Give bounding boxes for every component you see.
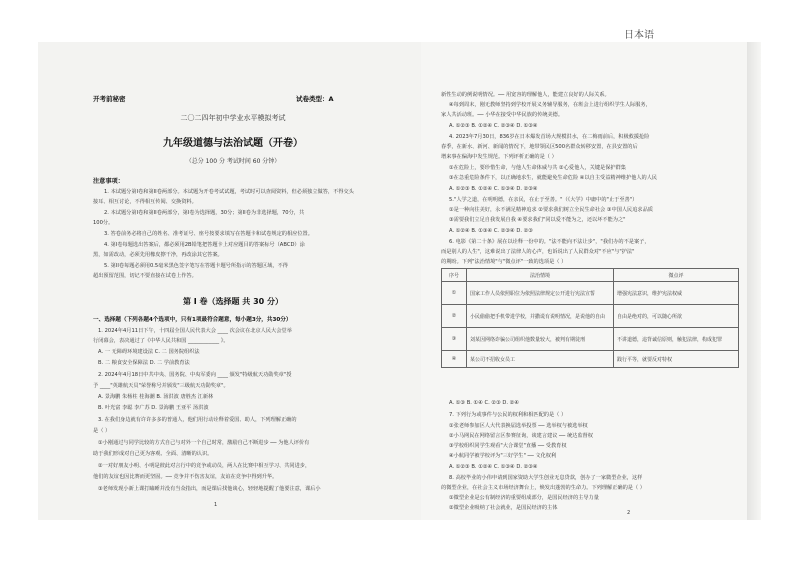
question-line: ③需要我们立足自我发展自我 ④要求我们"同以爱不能为之，还以坏不能为之": [449, 217, 626, 223]
question-line: ①小刚通过与同学比较的方式自己与对外一个自己时常，激励自己不断进步 ── 为他人评价有: [98, 440, 310, 446]
page-number: 1: [214, 502, 218, 508]
table-header: 序号: [442, 269, 467, 282]
paper-type-label: 试卷类型：A: [296, 95, 334, 103]
note-line: 超出预留范围，切记不要直接在试卷上作答。: [93, 273, 197, 279]
question-line: 1. 2024年4月11日下午，十四届全国人民代表大会 ____ 次会议在北京人民大会堂举: [98, 328, 292, 334]
question-option: A. ①②③ B. ①②④ C. ②③④ D. ①③④: [449, 123, 538, 129]
table-cell: 不讲道德，违背诚信原则，触犯法律，构成犯罪: [614, 328, 739, 351]
section-heading: 一、选择题（下列各题4个选项中，只有1项最符合题意，每小题3分，共30分）: [93, 317, 292, 323]
exam-page-1: [38, 42, 428, 520]
question-line: 6. 电影《第二十条》展在以诠释一份中的。"法不能向不法让步"，"我们办的不是案子，: [449, 239, 650, 245]
question-line: ①张老师参加区人大代表换届选举投票 ── 选举权与被选举权: [449, 423, 588, 429]
question-line: ②小马网民在网络留言区参赛征询，谈建言建议 ── 统达监督权: [449, 433, 593, 439]
table-row: [442, 282, 739, 305]
exam-page-2: [421, 42, 761, 520]
note-line: 5. 第II卷每题必须用0.5毫米黑色签字笔写在答题卡题号所指示的答题区域，不得: [104, 263, 288, 269]
table-cell: 国家工作人员依照职位为依照法律规定公开进行宪法宣誓: [467, 282, 614, 305]
question-option: A. ①②④ B. ①③④ C. ②③④ D. ②③: [449, 228, 533, 234]
question-line: ④每到周末，刚无教师坚持到学校开展义务辅导服务，在班会上进行组织学生人际服务，: [449, 102, 651, 108]
question-line: 7. 下列行为或事件与公民的权利和相匹配的是（ ）: [449, 412, 567, 418]
part-one-title: 第 I 卷（选择题 共 30 分）: [182, 297, 284, 306]
question-line: 8. 高校毕业的小伟申请到国家资助大学生创业无息贷款，创办了一家微型企业，这样: [449, 475, 643, 481]
question-line: 助于我们形成对自己更为客观、全面、清晰的认识。: [93, 451, 213, 457]
table-header: 微点评: [614, 269, 739, 282]
question-line: ③在急重危险条件下，以正确地求生，就能避免生命危险 ④以自主受益精神维护他人的人民: [449, 175, 658, 181]
question-line: ③学校组织同学生观看"大合课堂"直播 ── 受教育权: [449, 443, 567, 449]
question-option: A. ①③ B. ①④ C. ②③ D. ②④: [449, 400, 519, 406]
question-line: ③老师发现小新上课打瞌睡并没有当众指出，而是课后找他谈心，轻轻地提醒了他要注意，课后小: [98, 486, 321, 492]
question-line: 春季，在新水、新河、新闻的情况下，地带领民区500名群众转移安置，在县安置的后: [441, 144, 638, 150]
question-line: 3. 在我们身边就有许许多多的普通人，他们用行动诠释着爱国、助人，下列理解正确的: [98, 417, 297, 423]
law-scenario-table: [441, 268, 739, 368]
table-header: 法治情境: [467, 269, 614, 282]
table-row: [442, 351, 739, 368]
question-option: A. 一 无障碍环境建设法 C. 二 国务院组织法: [98, 349, 200, 355]
table-cell: ②: [442, 305, 467, 328]
table-row: [442, 328, 739, 351]
question-line: 他们的友谊也因比赛而更坚固。── 竞争并不伤害友谊，友谊在竞争中得到升华。: [93, 474, 278, 480]
question-line: ①是一种向往美好，永不满足精神追求 ②要求我们树立全民生命社会 ③中国人民追求品质: [449, 207, 653, 213]
note-line: 4. 第I卷每题选出答案后，都必须用2B铅笔把答题卡上对应题目的答案标号（ABCD）涂: [104, 242, 305, 248]
page-edge-shadow: [747, 42, 761, 520]
note-line: 100分。: [93, 220, 114, 226]
question-line: 予 ____"英雄航天员"荣誉称号并颁发"三级航天功勋奖章"。: [93, 383, 229, 389]
note-line: 1. 本试题分第I卷和第II卷两部分。本试题为开卷考试试题，考试时可以查阅资料，但必须独立做答，不得交头: [104, 189, 354, 195]
question-line: 4. 2023年7月30日，836岁在日本爆发首场大规模洪水，在二梅雨前后，积极救援抢险: [449, 134, 650, 140]
exam-paper-photo: [38, 42, 761, 520]
table-cell: 自由是绝对的，可以随心所欲: [614, 305, 739, 328]
question-line: ④小航同学被学校评为"三好学生" ── 文化权利: [449, 453, 557, 459]
question-option: B. 叶光富 李聪 李广苏 D. 景海鹏 王亚平 汤洪波: [98, 405, 209, 411]
table-cell: ①: [442, 282, 467, 305]
table-cell: 刘某因网络诈骗公司组织他数量较大，被判有期徒刑: [467, 328, 614, 351]
score-time: （总分 100 分 考试时间 60 分钟）: [185, 158, 281, 165]
question-line: 家人共活动班。── 小华在接受中华民族的传统美德。: [441, 112, 564, 118]
question-line: 的微型企业，在社会主义市场经济舞台上，焕发出蓬勃的生命力。下列理解正确的是（ ）: [441, 485, 645, 491]
question-line: 行闭幕会，表决通过了《中华人民共和国 ____________ 》。: [93, 338, 229, 344]
table-cell: ③: [442, 328, 467, 351]
question-line: ②一对好朋友小明、小明是彼此对言行中的竞争或动员，两人在比赛中相互学习、共同进步，: [98, 463, 311, 469]
question-line: 的期盼。下列"法治情境"与"微点评"一致的选项是（ ）: [441, 259, 567, 265]
table-cell: 某公司不招收女员工: [467, 351, 614, 368]
table-cell: 践行平等，就要反对特权: [614, 351, 739, 368]
notes-heading: 注意事项：: [93, 178, 124, 185]
note-line: 接耳、相互讨论，不得相互传阅、交换资料。: [93, 199, 197, 205]
question-line: 5."人学之道，在明明德，在亲民，在止于至善。"（《大学》中庸中的"止于至善"）: [449, 197, 638, 203]
question-line: 新性生动的例说明情况。── 用宽容的理解他人，能建立良好的人际关系。: [441, 92, 610, 98]
question-line: 是（ ）: [93, 428, 111, 434]
question-option: A. ①②③ B. ①②④ C. ①③④ D. ②③④: [449, 464, 538, 470]
confidential-label: 开考前秘密: [93, 95, 126, 103]
page-number: 2: [627, 510, 631, 516]
note-line: 黑，如需改动，必须先用橡皮擦干净，再改涂其它答案。: [93, 252, 223, 258]
question-line: ②微型企业吸纳了社会就业，是国民经济的主体: [449, 505, 558, 511]
table-cell: 增强宪法意识，维护宪法权威: [614, 282, 739, 305]
table-cell: ④: [442, 351, 467, 368]
note-line: 3. 答卷前务必将自己的姓名、准考证号、座号按要求填写在答题卡和试卷规定的相应位置。: [104, 231, 313, 237]
desk-scribble: 日本语: [624, 30, 654, 41]
question-line: ①在危险上，要珍惜生命，与他人生命体威与共 ②心爱他人，关键是保护群集: [449, 165, 626, 171]
table-header-row: [442, 269, 739, 282]
exam-title: 二〇二四年初中学业水平模拟考试: [180, 114, 286, 122]
question-line: ①微型企业是公有制经济的重要组成部分，是国民经济的主导力量: [449, 495, 599, 501]
table-row: [442, 305, 739, 328]
question-line: 增来事在偏海中发生规范。下列评析正确的是（ ）: [441, 154, 557, 160]
question-option: A. ①②③ B. ①②④ C. ①③④ D. ②③④: [449, 186, 538, 192]
question-line: 而是别人的人生"，这难说出了法律人的心声，也诉说出了人民群众对"不应"与"护法": [441, 249, 635, 255]
table-cell: 小民偷偷把手机带进学校，并撒谎有说明情况，是说他的自由: [467, 305, 614, 328]
question-option: B. 二 粮食安全保障法 D. 二 学前教育法: [98, 360, 190, 366]
subject-title: 九年级道德与法治试题（开卷）: [163, 138, 303, 149]
note-line: 2. 本试题分第I卷和第II卷两部分，第I卷为选择题，30分；第II卷为非选择题，70分，共: [104, 210, 305, 216]
question-option: A. 景海鹏 朱杨柱 桂海潮 B. 汤洪波 唐胜杰 江新林: [98, 394, 214, 400]
question-line: 2. 2024年4月18日中共中央、国务院、中央军委向 ____ 颁发"特级航天功勋奖章"授: [98, 372, 292, 378]
